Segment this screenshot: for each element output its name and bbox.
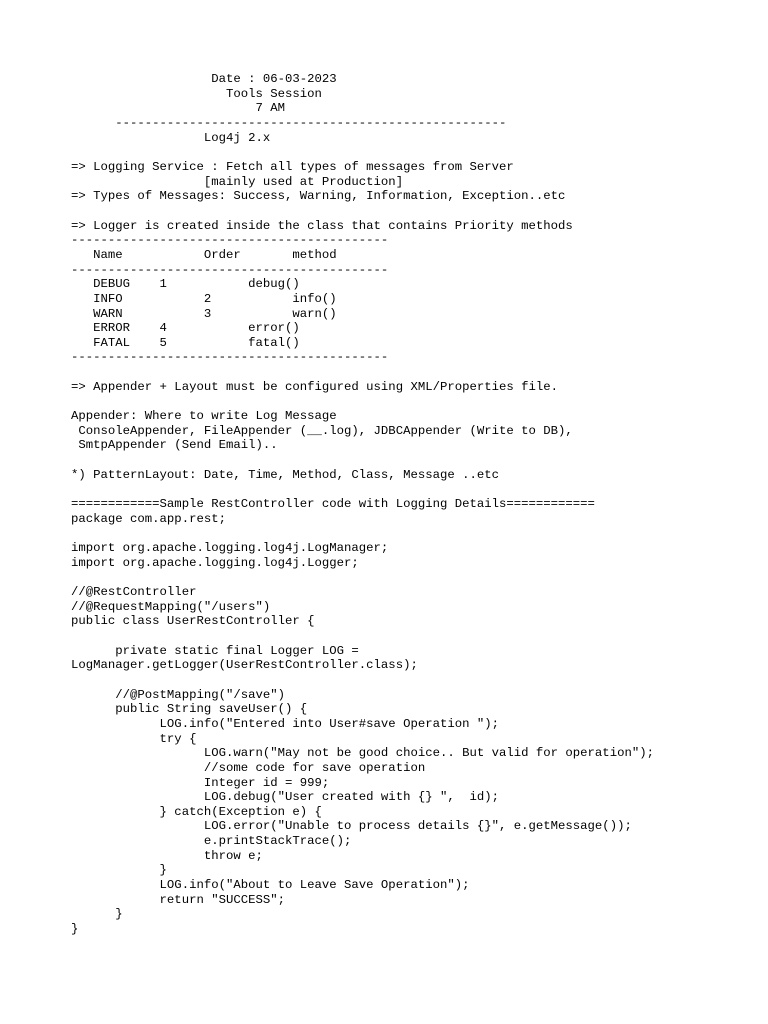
code-line: e.printStackTrace();: [71, 834, 352, 849]
code-line: }: [71, 907, 123, 922]
code-line: public String saveUser() {: [71, 702, 308, 717]
code-line: LOG.debug("User created with {} ", id);: [71, 790, 500, 805]
table-row: WARN 3 warn(): [71, 306, 337, 321]
code-line: private static final Logger LOG =: [71, 643, 359, 658]
code-line: public class UserRestController {: [71, 614, 315, 629]
code-line: } catch(Exception e) {: [71, 804, 322, 819]
code-line: }: [71, 863, 167, 878]
pattern-layout-line: *) PatternLayout: Date, Time, Method, Class, Message ..etc: [71, 467, 500, 482]
table-header: Name Order method: [71, 247, 337, 262]
code-banner: ============Sample RestController code with Logging Details============: [71, 497, 595, 512]
code-line: LOG.warn("May not be good choice.. But valid for operation");: [71, 746, 654, 761]
appender-line: SmtpAppender (Send Email)..: [71, 438, 278, 453]
intro-line: [mainly used at Production]: [71, 174, 404, 189]
appender-line: Appender: Where to write Log Message: [71, 409, 337, 424]
code-line: package com.app.rest;: [71, 511, 226, 526]
code-line: //some code for save operation: [71, 760, 426, 775]
document-page: [71, 72, 768, 937]
table-row: FATAL 5 fatal(): [71, 335, 300, 350]
intro-line: => Types of Messages: Success, Warning, Information, Exception..etc: [71, 189, 566, 204]
code-line: //@RequestMapping("/users"): [71, 599, 271, 614]
code-line: return "SUCCESS";: [71, 892, 286, 907]
code-line: import org.apache.logging.log4j.Logger;: [71, 555, 359, 570]
code-line: try {: [71, 731, 197, 746]
table-rule: -------------------------------------------: [71, 350, 389, 365]
table-row: ERROR 4 error(): [71, 321, 300, 336]
table-rule: -------------------------------------------: [71, 262, 389, 277]
code-line: //@PostMapping("/save"): [71, 687, 286, 702]
appender-line: => Appender + Layout must be configured using XML/Properties file.: [71, 379, 559, 394]
code-line: LOG.info("About to Leave Save Operation");: [71, 878, 470, 893]
code-line: }: [71, 922, 79, 937]
code-line: throw e;: [71, 848, 263, 863]
code-line: //@RestController: [71, 584, 197, 599]
session-title: Tools Session: [71, 86, 322, 101]
intro-line: => Logger is created inside the class that contains Priority methods: [71, 218, 573, 233]
appender-line: ConsoleAppender, FileAppender (__.log), JDBCAppender (Write to DB),: [71, 423, 573, 438]
topic-title: Log4j 2.x: [71, 130, 271, 145]
session-time: 7 AM: [71, 101, 286, 116]
code-line: Integer id = 999;: [71, 775, 330, 790]
table-row: INFO 2 info(): [71, 291, 337, 306]
code-line: LogManager.getLogger(UserRestController.class);: [71, 658, 418, 673]
date-line: Date : 06-03-2023: [71, 72, 337, 86]
intro-line: => Logging Service : Fetch all types of messages from Server: [71, 159, 514, 174]
code-line: import org.apache.logging.log4j.LogManager;: [71, 541, 389, 555]
code-block: [71, 512, 654, 936]
document-text: [71, 72, 768, 937]
header-rule: -----------------------------------------------------: [71, 115, 507, 130]
code-line: LOG.info("Entered into User#save Operation ");: [71, 716, 500, 731]
table-rule: -------------------------------------------: [71, 233, 389, 248]
table-row: DEBUG 1 debug(): [71, 277, 300, 292]
code-line: LOG.error("Unable to process details {}", e.getMessage());: [71, 819, 632, 834]
